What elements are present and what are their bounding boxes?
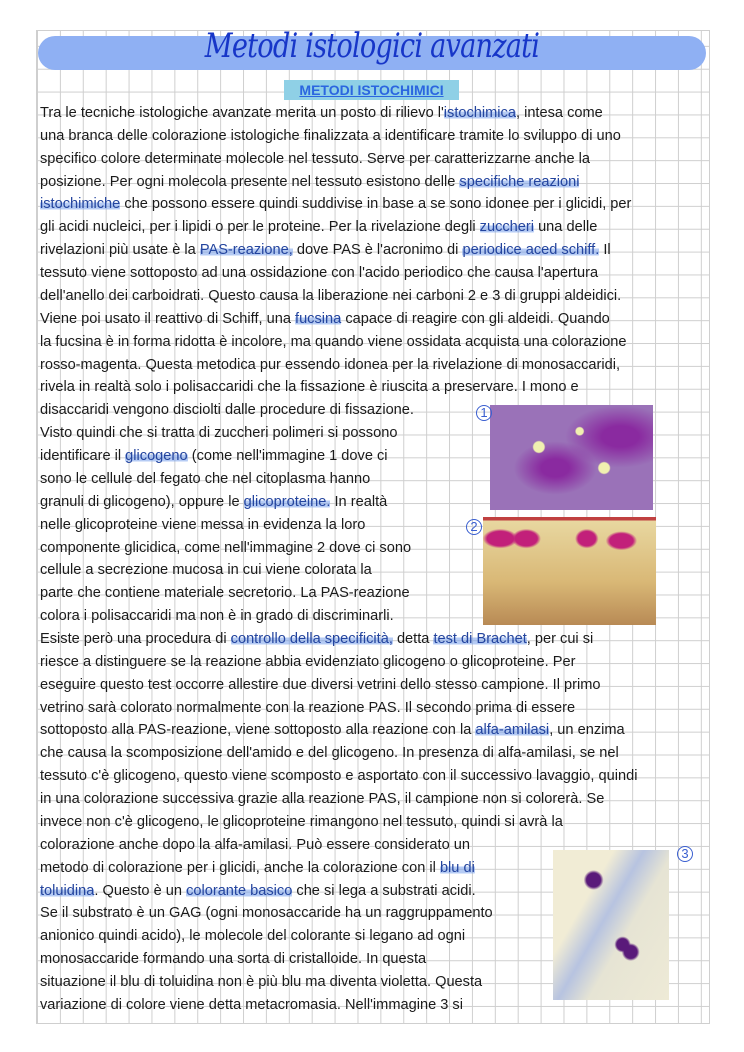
highlighted-term: controllo della specificità, — [230, 631, 393, 647]
text-line — [40, 858, 475, 878]
text-segment: granuli di glicogeno), oppure le — [40, 493, 244, 510]
highlighted-term: periodice aced schiff. — [462, 242, 600, 259]
text-line — [40, 492, 387, 512]
text-line — [40, 835, 470, 855]
text-segment: posizione. Per ogni molecola presente nel tessuto esistono delle — [40, 173, 460, 190]
highlighted-term: specifiche reazioni — [459, 173, 580, 190]
image-label-3: 3 — [677, 846, 693, 862]
text-segment: , intesa come — [515, 105, 603, 121]
text-line — [40, 652, 575, 672]
text-segment: invece non c'è glicogeno, le glicoproteine rimangono nel tessuto, quindi si avrà la — [40, 813, 563, 830]
highlighted-term: glicogeno — [125, 448, 188, 465]
text-segment: rivela in realtà solo i polisaccaridi che la fissazione è riuscita a preservare. I mono e — [40, 379, 579, 396]
text-segment: colora i polisaccaridi ma non è in grado di discriminarli. — [40, 608, 394, 625]
highlighted-term: fucsina — [295, 310, 342, 327]
text-line — [40, 743, 619, 763]
text-segment: parte che contiene materiale secretorio. La PAS-reazione — [40, 585, 410, 602]
text-segment: componente glicidica, come nell'immagine 2 dove ci sono — [40, 539, 412, 556]
image-label-2: 2 — [466, 519, 482, 535]
text-line — [40, 926, 465, 946]
text-segment: (come nell'immagine 1 dove ci — [187, 448, 388, 465]
text-segment: vetrino sarà colorato normalmente con la reazione PAS. Il secondo prima di essere — [40, 699, 576, 716]
highlighted-term: test di Brachet — [433, 631, 527, 647]
text-segment: detta — [392, 631, 434, 647]
text-line — [40, 469, 370, 489]
text-line — [40, 560, 372, 580]
text-segment: una branca delle colorazione istologiche finalizzata a identificare tramite lo sviluppo di uno — [40, 127, 621, 144]
text-line — [40, 881, 476, 901]
text-segment: situazione il blu di toluidina non è più blu ma diventa violetta. Questa — [40, 974, 483, 991]
text-line — [40, 812, 563, 832]
text-line — [40, 377, 579, 397]
highlighted-term: alfa-amilasi — [475, 722, 550, 739]
text-segment: In realtà — [330, 493, 388, 510]
text-line — [40, 949, 426, 969]
section-heading: METODI ISTOCHIMICI — [284, 80, 459, 100]
histology-image-3 — [553, 850, 669, 1000]
text-line — [40, 698, 575, 718]
text-line — [40, 355, 620, 375]
text-line — [40, 240, 611, 260]
text-segment: sono le cellule del fegato che nel citoplasma hanno — [40, 470, 371, 487]
text-line — [40, 583, 410, 603]
text-segment: Visto quindi che si tratta di zuccheri polimeri si possono — [40, 425, 398, 442]
highlighted-term: istochimiche — [40, 196, 121, 213]
text-line — [40, 149, 590, 169]
text-line — [40, 789, 604, 809]
highlighted-term: zuccheri — [479, 219, 535, 236]
text-segment: Tra le tecniche istologiche avanzate merita un posto di rilievo l' — [40, 105, 444, 121]
text-line — [40, 332, 627, 352]
text-segment: dell'anello dei carboidrati. Questo causa la liberazione nei carboni 2 e 3 di gruppi aldeidici. — [40, 287, 622, 304]
text-line — [40, 423, 397, 443]
text-line — [40, 172, 579, 192]
text-line — [40, 538, 411, 558]
text-segment: variazione di colore viene detta metacromasia. Nell'immagine 3 si — [40, 996, 463, 1013]
text-segment: identificare il — [40, 448, 126, 465]
text-line — [40, 103, 603, 123]
text-line — [40, 126, 621, 146]
text-segment: disaccaridi vengono disciolti dalle procedure di fissazione. — [40, 402, 414, 419]
text-segment: metodo di colorazione per i glicidi, anche la colorazione con il — [40, 859, 440, 876]
text-segment: Se il substrato è un GAG (ogni monosaccaride ha un raggruppamento — [40, 905, 493, 922]
text-line — [40, 606, 394, 626]
image-label-1: 1 — [476, 405, 492, 421]
text-line — [40, 972, 482, 992]
text-segment: riesce a distinguere se la reazione abbia evidenziato glicogeno o glicoproteine. Per — [40, 653, 576, 670]
histology-image-2 — [483, 517, 656, 625]
histology-image-1 — [490, 405, 653, 510]
text-segment: specifico colore determinate molecole nel tessuto. Serve per caratterizzarne anche la — [40, 150, 590, 167]
text-segment: colorazione anche dopo la alfa-amilasi. Può essere considerato un — [40, 836, 470, 853]
highlighted-term: toluidina — [40, 882, 95, 899]
text-line — [40, 720, 625, 740]
text-segment: Viene poi usato il reattivo di Schiff, una — [40, 310, 296, 327]
highlighted-term: istochimica — [443, 105, 516, 121]
text-segment: che si lega a substrati acidi. — [292, 882, 476, 899]
highlighted-term: glicoproteine. — [243, 493, 331, 510]
text-segment: eseguire questo test occorre allestire due diversi vetrini dello stesso campione. Il primo — [40, 676, 601, 693]
text-line — [40, 446, 388, 466]
text-segment: monosaccaride formando una sorta di cristalloide. In questa — [40, 951, 427, 968]
text-segment: anionico quindi acido), le molecole del colorante si legano ad ogni — [40, 928, 466, 945]
text-segment: , per cui si — [526, 631, 594, 647]
text-line — [40, 903, 493, 923]
text-segment: sottoposto alla PAS-reazione, viene sottoposto alla reazione con la — [40, 722, 476, 739]
text-line — [40, 515, 365, 535]
text-line — [40, 309, 610, 329]
text-segment: Il — [599, 242, 611, 259]
text-segment: dove PAS è l'acronimo di — [292, 242, 463, 259]
text-segment: che causa la scomposizione dell'amido e del glicogeno. In presenza di alfa-amilasi, se nel — [40, 745, 619, 762]
text-segment: in una colorazione successiva grazie alla reazione PAS, il campione non si colorerà. Se — [40, 791, 605, 808]
text-line — [40, 286, 621, 306]
text-segment: una delle — [534, 219, 598, 236]
highlighted-term: colorante basico — [186, 882, 293, 899]
text-segment: cellule a secrezione mucosa in cui viene colorata la — [40, 562, 372, 579]
text-segment: Esiste però una procedura di — [40, 631, 231, 647]
text-segment: rosso-magenta. Questa metodica pur essendo idonea per la rivelazione di monosaccaridi, — [40, 356, 621, 373]
text-segment: nelle glicoproteine viene messa in evidenza la loro — [40, 516, 366, 533]
text-segment: tessuto viene sottoposto ad una ossidazione con l'acido periodico che causa l'apertura — [40, 265, 599, 282]
text-segment: che possono essere quindi suddivise in base a se sono idonee per i glicidi, per — [120, 196, 632, 213]
text-line — [40, 263, 598, 283]
text-segment: . Questo è un — [94, 882, 187, 899]
text-line — [40, 995, 463, 1015]
page-title: Metodi istologici avanzati — [204, 26, 540, 66]
text-segment: capace di reagire con gli aldeidi. Quando — [341, 310, 610, 327]
text-line — [40, 217, 597, 237]
text-line — [40, 629, 593, 649]
text-segment: gli acidi nucleici, per i lipidi o per le proteine. Per la rivelazione degli — [40, 219, 480, 236]
highlighted-term: PAS-reazione, — [199, 242, 293, 259]
text-line — [40, 400, 414, 420]
text-segment: rivelazioni più usate è la — [40, 242, 200, 259]
text-segment: tessuto c'è glicogeno, questo viene scomposto e asportato con il successivo lavaggio, quindi — [40, 768, 638, 785]
text-line — [40, 194, 631, 214]
text-segment: , un enzima — [549, 722, 625, 739]
text-line — [40, 675, 601, 695]
text-line — [40, 766, 637, 786]
highlighted-term: blu di — [439, 859, 475, 876]
text-segment: la fucsina è in forma ridotta è incolore, ma quando viene ossidata acquista una colorazione — [40, 333, 627, 350]
